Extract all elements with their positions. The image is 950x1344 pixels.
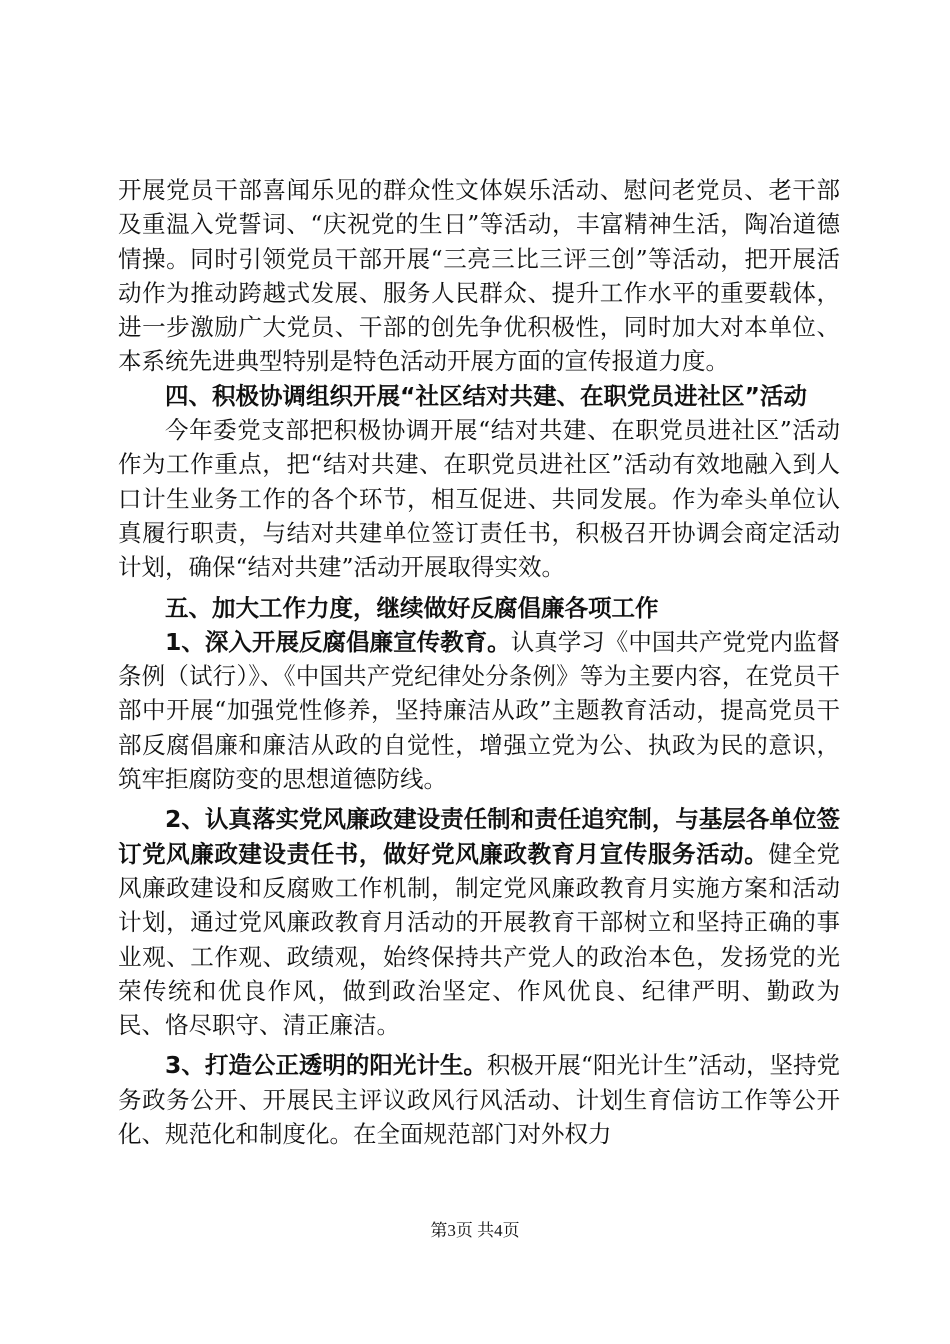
document-body xyxy=(118,173,840,1151)
paragraph-continued: 开展党员干部喜闻乐见的群众性文体娱乐活动、慰问老党员、老干部及重温入党誓词、“庆祝党的生日”等活动，丰富精神生活，陶冶道德情操。同时引领党员干部开展“三亮三比三评三创”等活动，把开展活动作为推动跨越式发展、服务人民群众、提升工作水平的重要载体，进一步激励广大党员、干部的创先争优积极性，同时加大对本单位、本系统先进典型特别是特色活动开展方面的宣传报道力度。 xyxy=(118,176,840,376)
page-number-footer: 第3页 共4页 xyxy=(430,1221,520,1240)
item-2-lead: 2、认真落实党风廉政建设责任制和责任追究制，与基层各单位签订党风廉政建设责任书，做好党风廉政教育月宣传服务活动。 xyxy=(118,805,840,868)
section-heading-5: 五、加大工作力度，继续做好反腐倡廉各项工作 xyxy=(165,593,659,622)
item-2-body: 健全党风廉政建设和反腐败工作机制，制定党风廉政教育月实施方案和活动计划，通过党风廉政教育月活动的开展教育干部树立和坚持正确的事业观、工作观、政绩观，始终保持共产党人的政治本色，发扬党的光荣传统和优良作风，做到政治坚定、作风优良、纪律严明、勤政为民、恪尽职守、清正廉洁。 xyxy=(118,839,841,1040)
item-1-body: 认真学习《中国共产党党内监督条例（试行）》、《中国共产党纪律处分条例》等为主要内容，在党员干部中开展“加强党性修养，坚持廉洁从政”主题教育活动，提高党员干部反腐倡廉和廉洁从政的自觉性，增强立党为公、执政为民的意识，筑牢拒腐防变的思想道德防线。 xyxy=(118,627,841,794)
paragraph-item-1 xyxy=(118,625,840,796)
section-heading-4: 四、积极协调组织开展“社区结对共建、在职党员进社区”活动 xyxy=(165,381,807,410)
item-3-body: 积极开展“阳光计生”活动，坚持党务政务公开、开展民主评议政风行风活动、计划生育信访工作等公开化、规范化和制度化。在全面规范部门对外权力 xyxy=(118,1051,840,1149)
paragraph-item-3 xyxy=(118,1048,840,1151)
paragraph-section-4: 今年委党支部把积极协调开展“结对共建、在职党员进社区”活动作为工作重点，把“结对共建、在职党员进社区”活动有效地融入到人口计生业务工作的各个环节，相互促进、共同发展。作为牵头单位认真履行职责，与结对共建单位签订责任书，积极召开协调会商定活动计划，确保“结对共建”活动开展取得实效。 xyxy=(118,416,840,582)
item-1-lead: 1、深入开展反腐倡廉宣传教育。 xyxy=(165,627,511,656)
item-3-lead: 3、打造公正透明的阳光计生。 xyxy=(165,1051,487,1080)
paragraph-item-2 xyxy=(118,802,840,1042)
